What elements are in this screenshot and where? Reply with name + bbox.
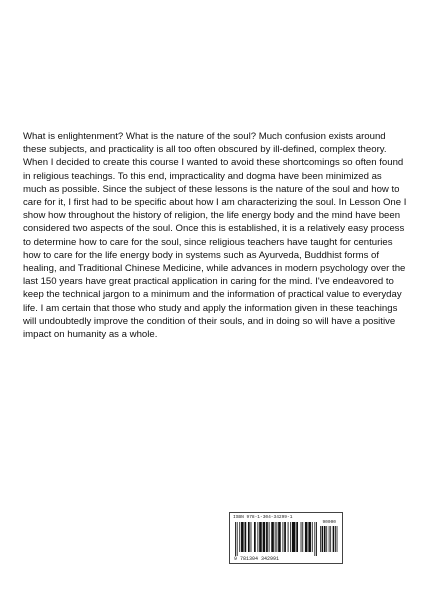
barcode-stripe: [271, 522, 274, 552]
barcode-stripe: [301, 522, 302, 552]
barcode-digits: 9 781304 342991: [234, 556, 280, 562]
barcode-stripe: [269, 522, 270, 552]
barcode-stripe: [276, 522, 277, 552]
isbn-label: ISBN 978-1-304-34299-1: [233, 515, 293, 520]
barcode-stripe: [278, 522, 281, 552]
barcode-stripe: [254, 522, 256, 552]
barcode-stripe: [244, 522, 246, 552]
barcode-stripe: [241, 522, 244, 552]
barcode-stripe: [292, 522, 295, 552]
barcode-stripe: [266, 522, 268, 552]
barcode-stripe: [263, 522, 266, 552]
barcode-stripe: [316, 522, 317, 556]
barcode-stripe: [333, 526, 335, 552]
barcode-stripe: [257, 522, 258, 552]
barcode-stripe: [290, 522, 291, 552]
barcode-stripe: [259, 522, 262, 552]
cover-blurb: What is enlightenment? What is the nature of the soul? Much confusion exists around these subjects, and practicality is all too often obscured by ill-defined, complex theory. When I decided to create this course I wanted to avoid these shortcomings so often found in religious teachings. To this end, impracticality and dogma have been minimized as much as possible. Since the subject of these lessons is the nature of the soul and how to care for it, I first had to be specific about how I am characterizing the soul. In Lesson One I show how throughout the history of religion, the life energy body and the mind have been considered two aspects of the soul. Once this is established, it is a relatively easy process to determine how to care for the soul, since religious teachers have taught for centuries how to care for the life energy body in systems such as Ayurveda, Buddhist forms of healing, and Traditional Chinese Medicine, while advances in modern psychology over the last 150 years have great practical application in caring for the mind. I've endeavored to keep the technical jargon to a minimum and the information of practical value to everyday life. I am certain that those who study and apply the information given in these teachings will undoubtedly improve the condition of their souls, and in doing so will have a positive impact on humanity as a whole.: [23, 131, 407, 341]
barcode-stripe: [239, 522, 240, 552]
barcode-stripe: [324, 526, 326, 552]
barcode-stripe: [248, 522, 250, 552]
barcode-stripe: [275, 522, 276, 552]
barcode-stripe: [330, 526, 331, 552]
barcode-stripe: [320, 526, 321, 552]
barcode-stripe: [284, 522, 286, 552]
barcode-stripe: [305, 522, 308, 552]
barcode-stripe: [335, 526, 336, 552]
barcode-stripe: [326, 526, 327, 552]
barcode-stripe: [251, 522, 252, 552]
barcode-stripe: [312, 522, 313, 552]
barcode-stripe: [237, 522, 238, 556]
barcode-addon-bars: [320, 526, 339, 556]
barcode-stripe: [322, 526, 324, 552]
barcode-stripe: [288, 522, 289, 552]
barcode-bars: [235, 522, 317, 556]
barcode-stripe: [337, 526, 338, 552]
barcode-stripe: [235, 522, 236, 556]
price-code: 90000: [322, 520, 336, 525]
barcode-stripe: [314, 522, 315, 556]
barcode-stripe: [308, 522, 311, 552]
barcode-stripe: [282, 522, 283, 552]
barcode-stripe: [296, 522, 298, 552]
barcode-stripe: [302, 522, 303, 552]
barcode-stripe: [329, 526, 330, 552]
isbn-barcode: [229, 512, 343, 564]
